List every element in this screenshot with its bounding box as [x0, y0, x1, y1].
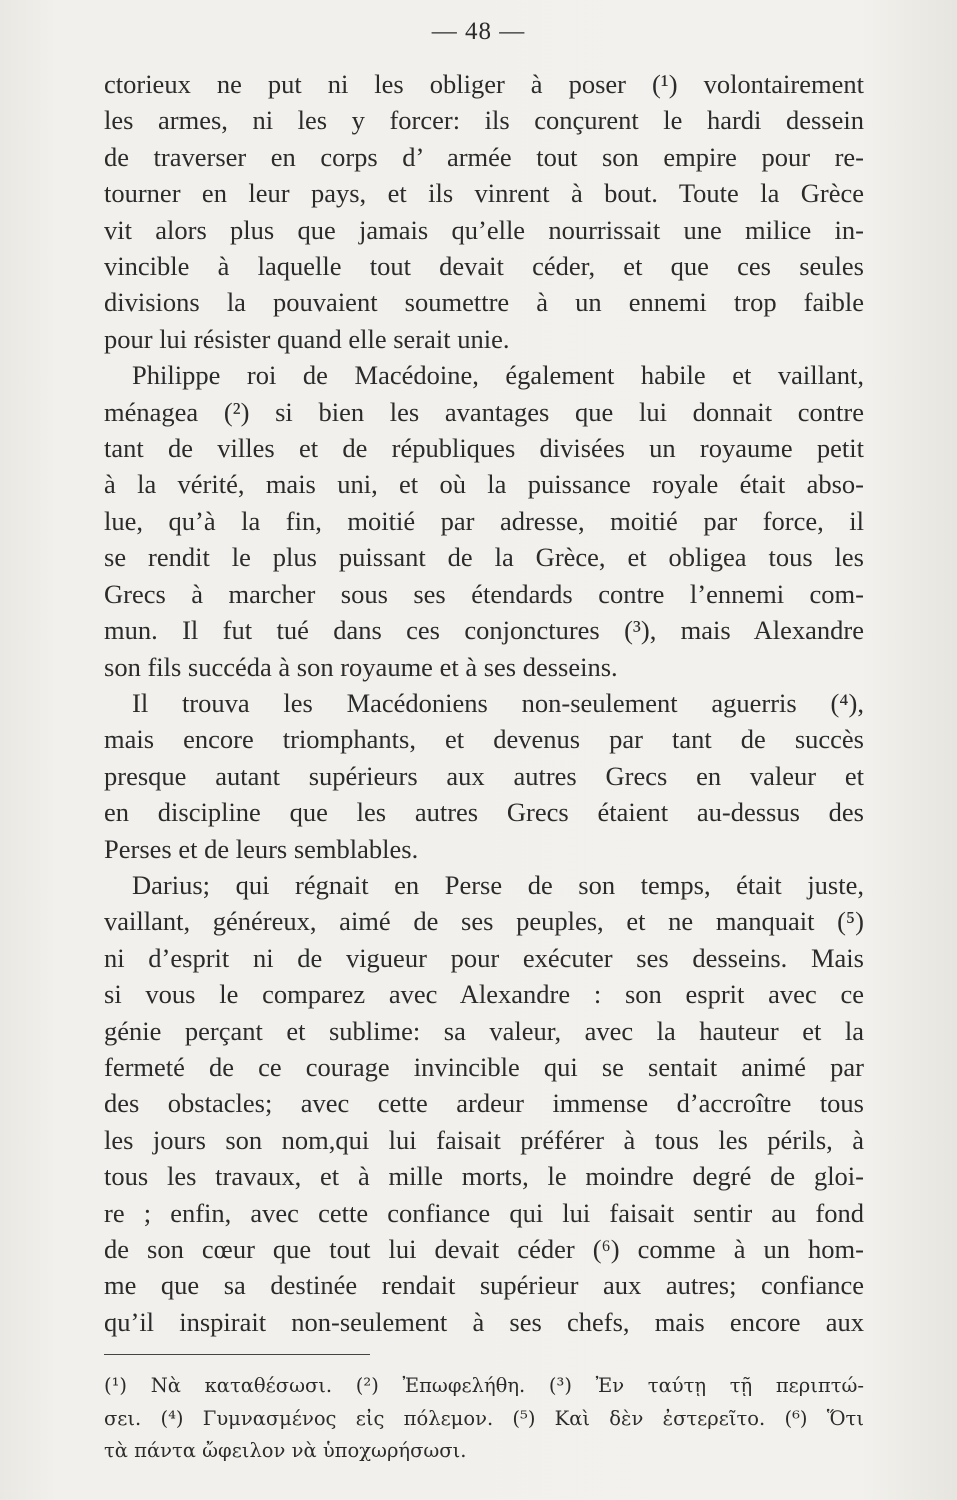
text-line: Darius; qui régnait en Perse de son temps, était juste,: [132, 869, 864, 900]
text-line: me que sa destinée rendait supérieur aux autres; confiance: [104, 1270, 864, 1301]
text-line: pour lui résister quand elle serait unie.: [104, 323, 510, 354]
text-line: vit alors plus que jamais qu’elle nourrissait une milice in-: [104, 214, 864, 245]
text-line: se rendit le plus puissant de la Grèce, et obligea tous les: [104, 542, 864, 573]
body-text: [104, 66, 864, 1340]
page-number: — 48 —: [431, 18, 526, 45]
text-line: si vous le comparez avec Alexandre : son esprit avec ce: [104, 979, 864, 1010]
text-line: tant de villes et de républiques divisées un royaume petit: [104, 433, 864, 464]
text-line: tourner en leur pays, et ils vinrent à bout. Toute la Grèce: [104, 178, 864, 209]
text-line: Perses et de leurs semblables.: [104, 833, 419, 864]
text-line: lue, qu’à la fin, moitié par adresse, moitié par force, il: [104, 505, 864, 536]
text-line: en discipline que les autres Grecs étaient au-dessus des: [104, 797, 864, 828]
text-line: qu’il inspirait non-seulement à ses chefs, mais encore aux: [104, 1306, 864, 1337]
text-line: mun. Il fut tué dans ces conjonctures (³), mais Alexandre: [104, 615, 864, 646]
text-line: re ; enfin, avec cette confiance qui lui faisait sentir au fond: [104, 1197, 864, 1228]
text-line: Grecs à marcher sous ses étendards contre l’ennemi com-: [104, 578, 864, 609]
text-line: génie perçant et sublime: sa valeur, avec la hauteur et la: [104, 1015, 864, 1046]
text-line: les jours son nom,qui lui faisait préférer à tous les périls, à: [104, 1124, 864, 1155]
text-line: à la vérité, mais uni, et où la puissance royale était abso-: [104, 469, 864, 500]
text-line: tous les travaux, et à mille morts, le moindre degré de gloi-: [104, 1161, 864, 1192]
text-line: de traverser en corps d’ armée tout son empire pour re-: [104, 141, 864, 172]
text-line: presque autant supérieurs aux autres Grecs en valeur et: [104, 760, 864, 791]
text-line: ni d’esprit ni de vigueur pour exécuter ses desseins. Mais: [104, 942, 864, 973]
text-line: Il trouva les Macédoniens non-seulement aguerris (⁴),: [132, 687, 864, 718]
text-line: ctorieux ne put ni les obliger à poser (¹) volontairement: [104, 69, 864, 99]
text-line: mais encore triomphants, et devenus par tant de succès: [104, 724, 864, 755]
text-line: ménagea (²) si bien les avantages que lui donnait contre: [104, 396, 864, 427]
text-line: de son cœur que tout lui devait céder (⁶) comme à un hom-: [104, 1234, 864, 1264]
text-line: Philippe roi de Macédoine, également habile et vaillant,: [132, 360, 864, 391]
text-line: les armes, ni les y forcer: ils conçurent le hardi dessein: [104, 105, 864, 136]
footnote-line: τὰ πάντα ὤφειλον νὰ ὑποχωρήσωσι.: [104, 1439, 467, 1462]
footnote-line: (¹) Νὰ καταθέσωσι. (²) Ἐπωφελήθη. (³) Ἐν ταύτῃ τῇ περιπτώ-: [104, 1374, 864, 1397]
footnote-divider: [104, 1354, 370, 1355]
footnote-line: σει. (⁴) Γυμνασμένος εἰς πόλεμον. (⁵) Καὶ δὲν ἐστερεῖτο. (⁶) Ὅτι: [104, 1406, 864, 1430]
text-line: divisions la pouvaient soumettre à un ennemi trop faible: [104, 287, 864, 318]
text-line: des obstacles; avec cette ardeur immense d’accroître tous: [104, 1088, 864, 1119]
footnotes: [104, 1370, 864, 1468]
text-line: vincible à laquelle tout devait céder, et que ces seules: [104, 251, 864, 282]
text-line: fermeté de ce courage invincible qui se sentait animé par: [104, 1051, 864, 1082]
text-line: vaillant, généreux, aimé de ses peuples, et ne manquait (⁵): [104, 906, 864, 937]
text-line: son fils succéda à son royaume et à ses desseins.: [104, 651, 618, 682]
